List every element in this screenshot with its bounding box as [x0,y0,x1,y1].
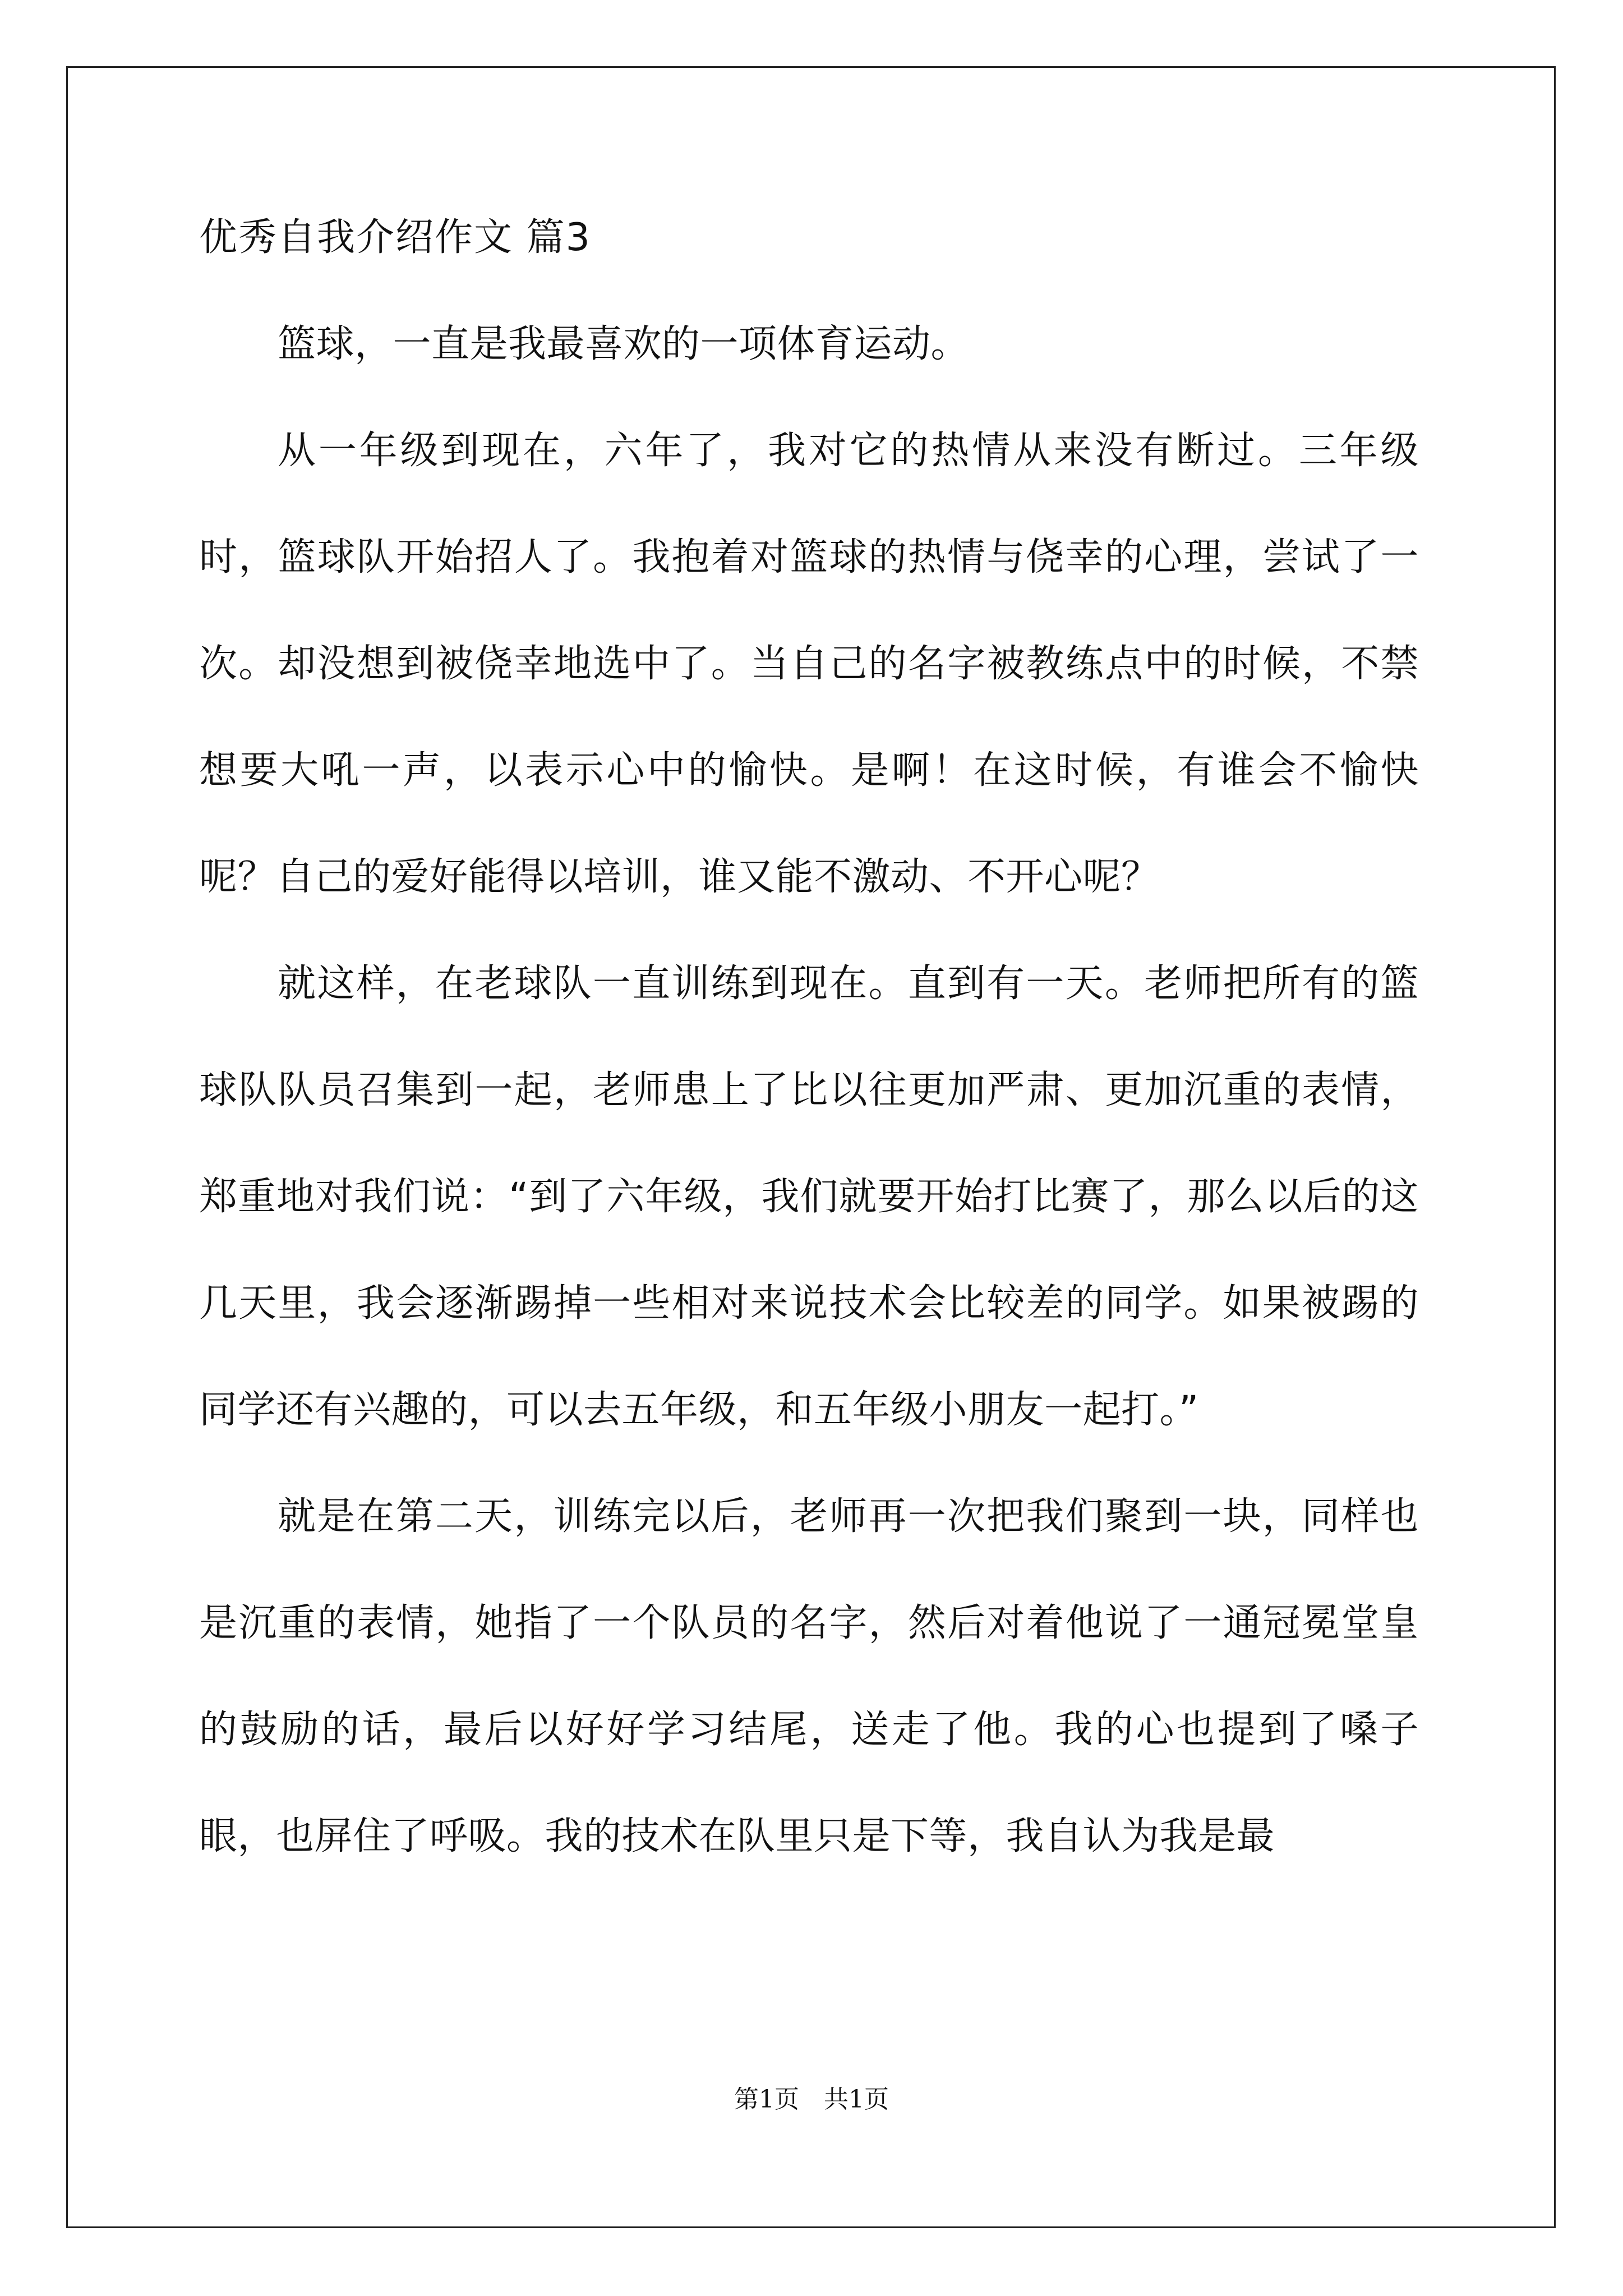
paragraph: 就这样，在老球队一直训练到现在。直到有一天。老师把所有的篮球队队员召集到一起，老师患上了比以往更加严肃、更加沉重的表情，郑重地对我们说：“到了六年级，我们就要开始打比赛了，那么以后的这几天里，我会逐渐踢掉一些相对来说技术会比较差的同学。如果被踢的同学还有兴趣的，可以去五年级，和五年级小朋友一起打。” [199,961,1419,1432]
page-number-total: 共1页 [824,2085,889,2114]
page-number-current: 第1页 [734,2085,799,2114]
paragraph: 篮球，一直是我最喜欢的一项体育运动。 [278,322,970,366]
document-body [199,215,1419,1890]
paragraph: 就是在第二天，训练完以后，老师再一次把我们聚到一块，同样也是沉重的表情，她指了一个队员的名字，然后对着他说了一通冠冕堂皇的鼓励的话，最后以好好学习结尾，送走了他。我的心也提到了嗓子眼，也屏住了呼吸。我的技术在队里只是下等，我自认为我是最 [199,1494,1419,1858]
page-footer [0,2086,1623,2114]
document-title: 优秀自我介绍作文 篇3 [199,215,591,260]
paragraph: 从一年级到现在，六年了，我对它的热情从来没有断过。三年级时，篮球队开始招人了。我抱着对篮球的热情与侥幸的心理，尝试了一次。却没想到被侥幸地选中了。当自己的名字被教练点中的时候，不禁想要大吼一声，以表示心中的愉快。是啊！在这时候，有谁会不愉快呢？自己的爱好能得以培训，谁又能不激动、不开心呢？ [199,429,1419,899]
